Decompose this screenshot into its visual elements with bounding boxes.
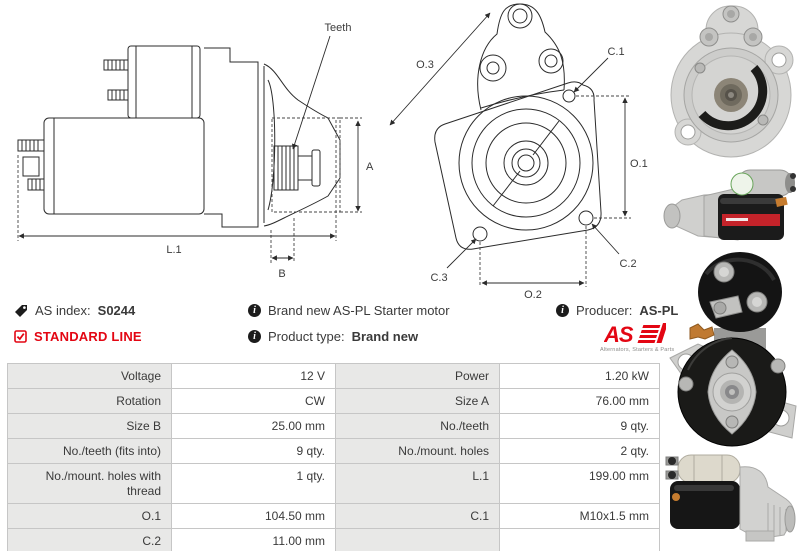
dim-b-label: B (278, 268, 286, 280)
spec-label: Rotation (8, 389, 172, 414)
table-row (8, 439, 660, 464)
solenoid-outline (128, 46, 200, 118)
as-index-line (14, 303, 142, 318)
as-index-label: AS index: (35, 303, 91, 318)
spec-label: No./teeth (336, 414, 500, 439)
spec-value: 12 V (172, 364, 336, 389)
info-column-description (248, 303, 450, 344)
product-info-strip (0, 303, 679, 361)
spec-value: 199.00 mm (500, 464, 660, 504)
table-row (8, 414, 660, 439)
standard-line (14, 329, 142, 344)
description-line (248, 303, 450, 318)
dim-l1-label: L.1 (166, 244, 182, 256)
spec-label: C.1 (336, 504, 500, 529)
product-type-line (248, 329, 450, 344)
table-row (8, 464, 660, 504)
spec-value (500, 529, 660, 551)
dim-a-label: A (366, 161, 374, 173)
producer-line (556, 303, 678, 318)
dim-c3-label: C.3 (430, 272, 448, 284)
spec-label: O.1 (8, 504, 172, 529)
product-type-value: Brand new (351, 329, 419, 344)
spec-label: No./mount. holes (336, 439, 500, 464)
spec-label (336, 529, 500, 551)
housing-circle (459, 96, 593, 230)
side-view-technical-drawing (6, 0, 378, 305)
as-index-value: S0244 (97, 303, 136, 318)
table-row (8, 389, 660, 414)
producer-value: AS-PL (639, 303, 679, 318)
dim-c1-label: C.1 (607, 46, 625, 58)
info-icon (248, 304, 261, 317)
info-column-producer (556, 303, 678, 353)
info-icon (248, 330, 261, 343)
front-view-technical-drawing (383, 0, 663, 305)
product-photo-column (662, 0, 800, 551)
hole-c2 (579, 211, 593, 225)
info-icon (556, 304, 569, 317)
spec-value: 1.20 kW (500, 364, 660, 389)
front-view-drawing-svg (383, 0, 663, 300)
as-pl-logo-mark (604, 323, 666, 345)
spec-label: Size B (8, 414, 172, 439)
dim-o1-label: O.1 (630, 158, 648, 170)
dim-o2-label: O.2 (524, 289, 542, 300)
spec-value: 76.00 mm (500, 389, 660, 414)
table-row (8, 364, 660, 389)
spec-value: 9 qty. (172, 439, 336, 464)
spec-label: Power (336, 364, 500, 389)
spec-label: No./mount. holes with thread (8, 464, 172, 504)
producer-label: Producer: (576, 303, 633, 318)
spec-value: CW (172, 389, 336, 414)
spec-value: 11.00 mm (172, 529, 336, 551)
product-photo-side-view[interactable] (662, 164, 800, 250)
spec-value: 104.50 mm (172, 504, 336, 529)
dim-c2-label: C.2 (619, 258, 637, 270)
specification-table (7, 363, 660, 551)
info-column-index (14, 303, 142, 344)
mounting-flange-outline (435, 82, 601, 249)
spec-value: 9 qty. (500, 414, 660, 439)
spec-label: C.2 (8, 529, 172, 551)
spec-value: 2 qty. (500, 439, 660, 464)
spec-value: 1 qty. (172, 464, 336, 504)
checked-checkbox-icon (14, 330, 27, 343)
product-photo-rear-view[interactable] (662, 250, 800, 447)
spec-value: M10x1.5 mm (500, 504, 660, 529)
product-description: Brand new AS-PL Starter motor (268, 303, 450, 318)
teeth-label: Teeth (324, 22, 352, 34)
tag-icon (14, 304, 28, 318)
spec-label: Voltage (8, 364, 172, 389)
as-pl-logo (600, 323, 675, 353)
side-view-drawing-svg (6, 0, 378, 300)
spec-label: L.1 (336, 464, 500, 504)
spec-value: 25.00 mm (172, 414, 336, 439)
product-photo-front-view[interactable] (662, 0, 800, 164)
spec-label: No./teeth (fits into) (8, 439, 172, 464)
table-row (8, 529, 660, 551)
hole-c1 (563, 90, 575, 102)
standard-line-label: STANDARD LINE (34, 329, 142, 344)
dim-o3-label: O.3 (416, 59, 434, 71)
product-type-label: Product type: (268, 329, 345, 344)
spec-label: Size A (336, 389, 500, 414)
motor-body-outline (44, 118, 204, 214)
as-logo-tagline: Alternators, Starters & Parts (600, 347, 675, 353)
product-photo-profile-view[interactable] (662, 447, 800, 544)
hole-c3 (473, 227, 487, 241)
as-logo-text: AS (604, 323, 633, 345)
table-row (8, 504, 660, 529)
